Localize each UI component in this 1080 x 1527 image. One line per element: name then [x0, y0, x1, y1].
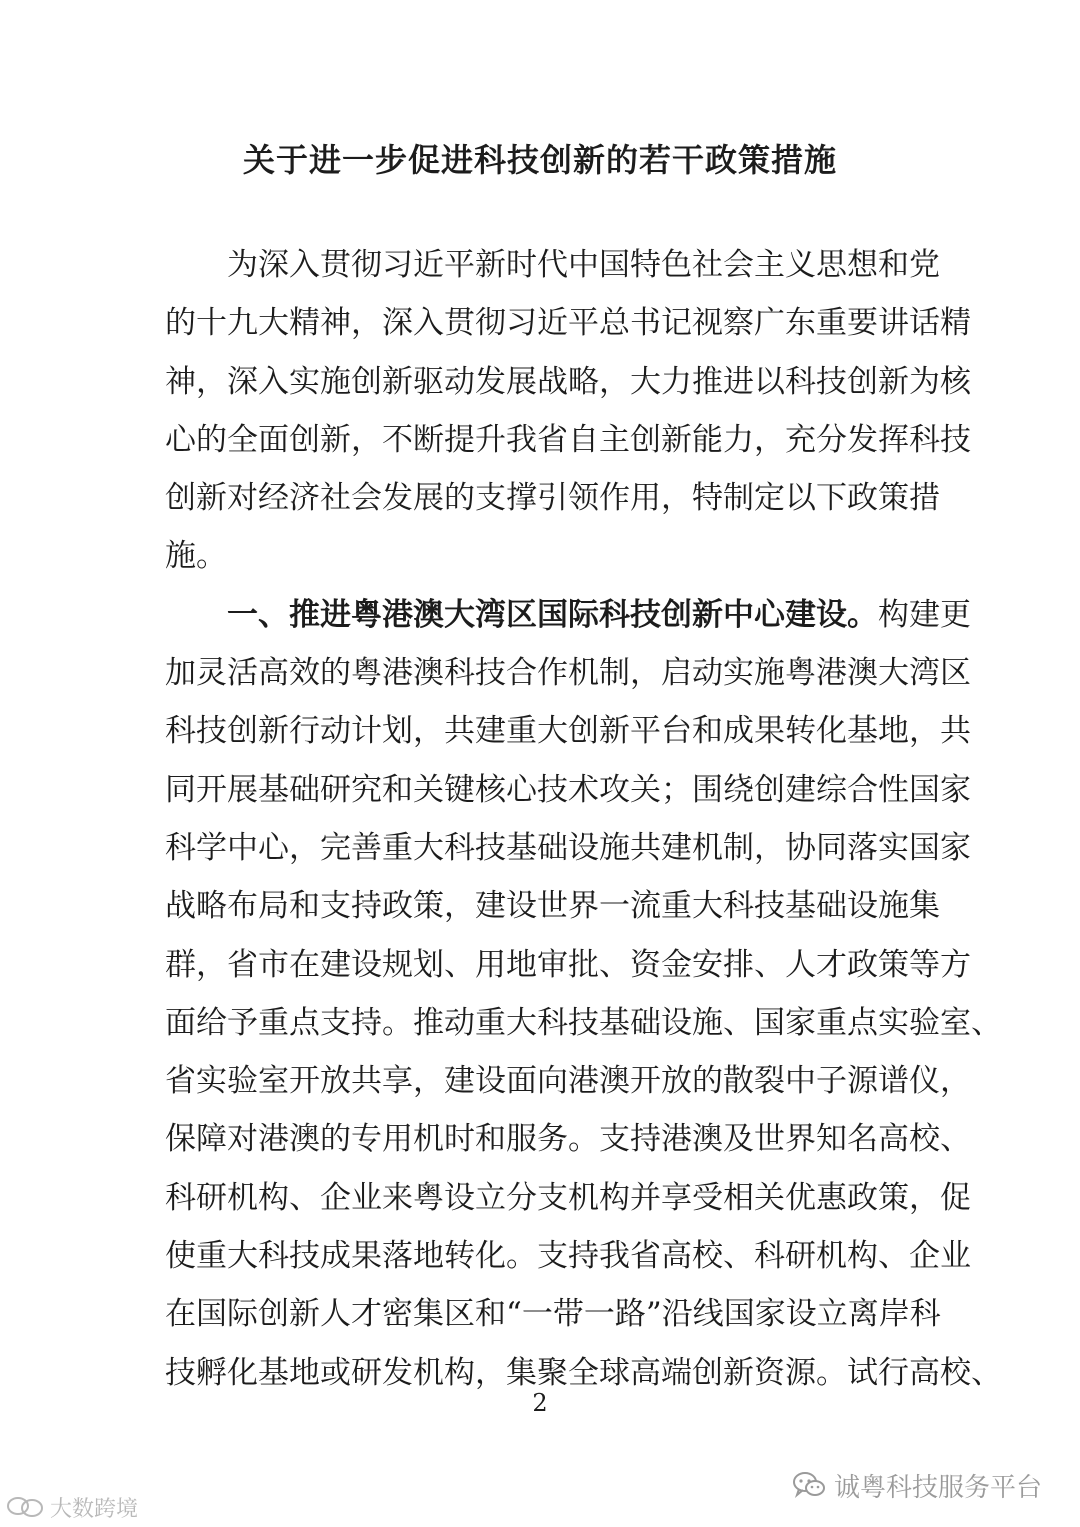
section1-line: 科技创新行动计划，共建重大创新平台和成果转化基地，共	[165, 713, 971, 750]
section1-first-line-rest: 构建更	[878, 596, 971, 633]
section1-line: 省实验室开放共享，建设面向港澳开放的散裂中子源谱仪，	[165, 1063, 971, 1100]
watermark-source	[792, 1465, 1042, 1505]
chat-bubble-icon	[6, 1494, 46, 1520]
intro-line: 为深入贯彻习近平新时代中国特色社会主义思想和党	[227, 247, 940, 283]
intro-line: 创新对经济社会发展的支撑引领作用，特制定以下政策措	[165, 480, 940, 517]
section1-heading: 一、推进粤港澳大湾区国际科技创新中心建设。	[227, 596, 878, 633]
wechat-icon	[792, 1470, 826, 1500]
section1-line: 保障对港澳的专用机时和服务。支持港澳及世界知名高校、	[165, 1121, 971, 1158]
section1-line: 使重大科技成果落地转化。支持我省高校、科研机构、企业	[165, 1238, 971, 1275]
document-body	[165, 236, 1002, 1402]
section1-line: 科学中心，完善重大科技基础设施共建机制，协同落实国家	[165, 829, 971, 866]
section1-line: 同开展基础研究和关键核心技术攻关；围绕创建综合性国家	[165, 771, 971, 808]
watermark-site	[6, 1490, 138, 1524]
section1-line: 在国际创新人才密集区和“一带一路”沿线国家设立离岸科	[165, 1296, 941, 1333]
section1-line: 科研机构、企业来粤设立分支机构并享受相关优惠政策，促	[165, 1179, 971, 1216]
watermark-site-text: 大数跨境	[50, 1496, 139, 1522]
section1-first-line	[165, 586, 971, 644]
intro-line: 施。	[165, 538, 227, 575]
intro-line: 心的全面创新，不断提升我省自主创新能力，充分发挥科技	[165, 421, 971, 458]
section1-line: 加灵活高效的粤港澳科技合作机制，启动实施粤港澳大湾区	[165, 655, 971, 692]
intro-line: 的十九大精神，深入贯彻习近平总书记视察广东重要讲话精	[165, 305, 971, 342]
section1-line: 面给予重点支持。推动重大科技基础设施、国家重点实验室、	[165, 1004, 1002, 1041]
watermark-source-text: 诚粤科技服务平台	[834, 1472, 1043, 1503]
section1-line: 技孵化基地或研发机构，集聚全球高端创新资源。试行高校、	[165, 1354, 1002, 1391]
section1-line: 群，省市在建设规划、用地审批、资金安排、人才政策等方	[165, 946, 971, 983]
document-title: 关于进一步促进科技创新的若干政策措施	[242, 141, 837, 179]
section1-line: 战略布局和支持政策，建设世界一流重大科技基础设施集	[165, 888, 940, 925]
intro-line: 神，深入实施创新驱动发展战略，大力推进以科技创新为核	[165, 363, 971, 400]
page-number: 2	[532, 1389, 548, 1417]
